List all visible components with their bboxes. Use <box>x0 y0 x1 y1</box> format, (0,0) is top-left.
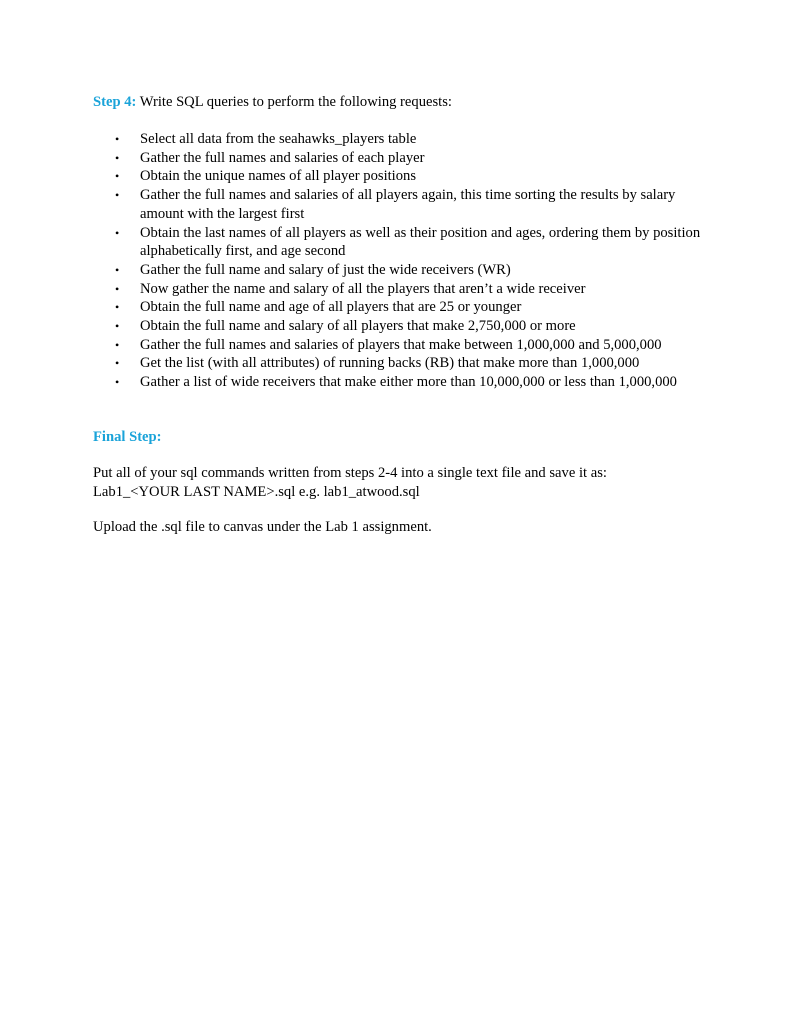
list-item-text: Gather the full name and salary of just the wide receivers (WR) <box>140 261 511 278</box>
list-item-text: Gather the full names and salaries of each player <box>140 149 425 166</box>
bullet-icon: • <box>115 356 120 371</box>
list-item <box>93 186 713 223</box>
bullet-icon: • <box>115 150 120 165</box>
list-item-text: Now gather the name and salary of all the players that aren’t a wide receiver <box>140 280 586 297</box>
list-item-text: Obtain the unique names of all player positions <box>140 168 417 185</box>
list-item <box>93 224 713 261</box>
list-item <box>93 354 713 373</box>
list-item <box>93 317 713 336</box>
list-item-text: Gather the full names and salaries of all players again, this time sorting the results by salary amount with the largest first <box>140 187 676 222</box>
final-step-heading: Final Step: <box>93 429 162 445</box>
instruction-line-1: Put all of your sql commands written from steps 2-4 into a single text file and save it as: <box>93 465 607 481</box>
list-item <box>93 149 713 168</box>
list-item-text: Select all data from the seahawks_players table <box>140 131 417 147</box>
step-4-text: Write SQL queries to perform the following requests: <box>139 94 452 110</box>
upload-instruction: Upload the .sql file to canvas under the Lab 1 assignment. <box>93 519 432 535</box>
list-item <box>93 336 713 355</box>
request-list <box>93 130 713 392</box>
list-item <box>93 130 713 149</box>
bullet-icon: • <box>115 225 120 240</box>
list-item-text: Obtain the full name and age of all players that are 25 or younger <box>140 299 522 316</box>
step-4-heading <box>93 93 733 112</box>
step-4-label: Step 4: <box>93 94 137 110</box>
list-item-text: Gather the full names and salaries of players that make between 1,000,000 and 5,000,000 <box>140 336 662 353</box>
list-item <box>93 280 713 299</box>
bullet-icon: • <box>115 319 120 334</box>
bullet-icon: • <box>115 169 120 184</box>
bullet-icon: • <box>115 188 120 203</box>
list-item <box>93 373 713 392</box>
bullet-icon: • <box>115 132 120 146</box>
bullet-icon: • <box>115 337 120 352</box>
list-item <box>93 167 713 186</box>
list-item <box>93 298 713 317</box>
list-item <box>93 261 713 280</box>
list-item-text: Get the list (with all attributes) of running backs (RB) that make more than 1,000,000 <box>140 355 640 372</box>
list-item-text: Obtain the last names of all players as well as their position and ages, ordering them by position alphabetically first, and age second <box>140 224 701 260</box>
bullet-icon: • <box>115 281 120 296</box>
list-item-text: Gather a list of wide receivers that make either more than 10,000,000 or less than 1,000,000 <box>140 374 677 391</box>
bullet-icon: • <box>115 375 120 390</box>
bullet-icon: • <box>115 300 120 315</box>
list-item-text: Obtain the full name and salary of all players that make 2,750,000 or more <box>140 318 576 335</box>
final-step-instructions <box>93 464 733 501</box>
instruction-line-2: Lab1_<YOUR LAST NAME>.sql e.g. lab1_atwood.sql <box>93 483 420 500</box>
bullet-icon: • <box>115 262 120 277</box>
